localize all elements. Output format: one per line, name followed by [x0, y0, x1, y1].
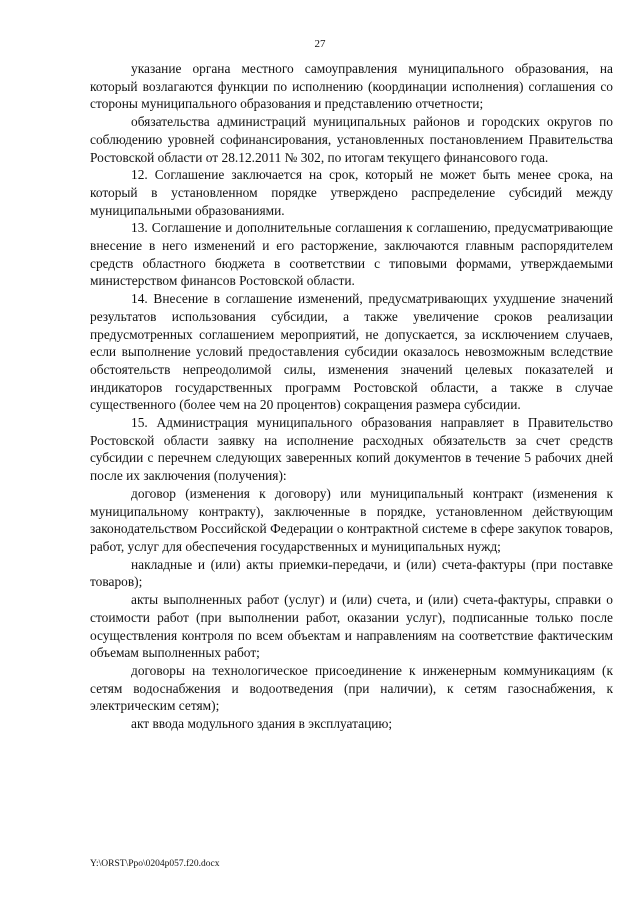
document-body	[90, 60, 613, 733]
paragraph: акт ввода модульного здания в эксплуатацию;	[131, 716, 393, 732]
paragraph: обязательства администраций муниципальных районов и городских округов по соблюдению уровней софинансирования, установленных постановлением Правительства Ростовской области от 28.12.2011 № 302, по итогам текущего финансового года.	[90, 114, 613, 165]
footer-file-path: Y:\ORST\Ppo\0204p057.f20.docx	[90, 859, 220, 869]
paragraph: договоры на технологическое присоединение к инженерным коммуникациям (к сетям водоснабжения и водоотведения (при наличии), к сетям газоснабжения, к электрическим сетям);	[90, 662, 613, 714]
paragraph: 12. Соглашение заключается на срок, который не может быть менее срока, на который в установленном порядке утверждено распределение субсидий между муниципальными образованиями.	[90, 167, 613, 218]
paragraph: договор (изменения к договору) или муниципальный контракт (изменения к муниципальному контракту), заключенные в порядке, установленном действующим законодательством Российской Федерации о контрактной системе в сфере закупок товаров, работ, услуг для обеспечения государственных и муниципальных нужд;	[90, 485, 613, 554]
paragraph: 13. Соглашение и дополнительные соглашения к соглашению, предусматривающие внесение в него изменений и его расторжение, заключаются главным распорядителем средств областного бюджета в соответствии с типовыми формами, утверждаемыми министерством финансов Ростовской области.	[90, 220, 613, 289]
paragraph: накладные и (или) акты приемки-передачи, и (или) счета-фактуры (при поставке товаров);	[90, 556, 613, 590]
paragraph: 15. Администрация муниципального образования направляет в Правительство Ростовской области заявку на исполнение расходных обязательств за счет средств субсидии с перечнем следующих заверенных копий документов в течение 5 рабочих дней после их заключения (получения):	[90, 415, 613, 484]
paragraph: указание органа местного самоуправления муниципального образования, на который возлагаются функции по исполнению (координации исполнения) соглашения со стороны муниципального образования и представлению отчетности;	[90, 61, 613, 112]
paragraph: акты выполненных работ (услуг) и (или) счета, и (или) счета-фактуры, справки о стоимости работ (при выполнении работ, оказании услуг), подписанные только после осуществления контроля по всем объектам и направлениям на соответствие фактическим объемам выполненных работ;	[90, 592, 613, 661]
page-number: 27	[314, 38, 326, 50]
paragraph: 14. Внесение в соглашение изменений, предусматривающих ухудшение значений результатов использования субсидии, а также увеличение сроков реализации предусмотренных соглашением мероприятий, не допускается, за исключением случаев, если выполнение условий предоставления субсидии оказалось невозможным вследствие обстоятельств непреодолимой силы, изменения значений целевых показателей и индикаторов государственных программ Ростовской области, а также в случае существенного (более чем на 20 процентов) сокращения размера субсидии.	[90, 291, 613, 413]
